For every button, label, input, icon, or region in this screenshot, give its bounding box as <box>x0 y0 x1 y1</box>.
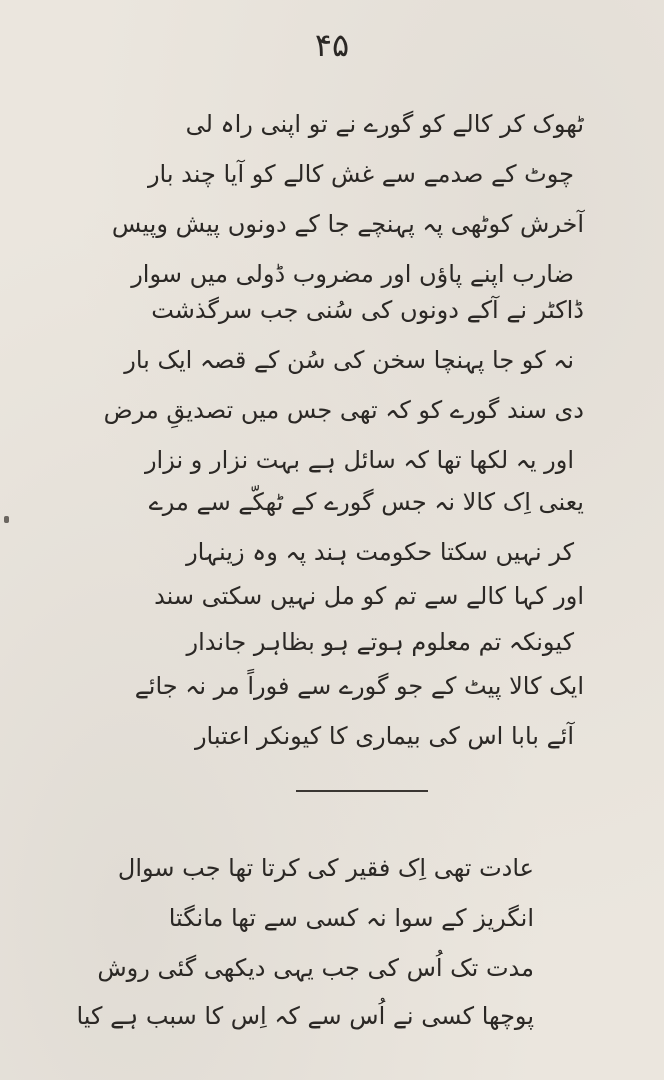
page-number: ۴۵ <box>314 26 350 64</box>
poem-line: چوٹ کے صدمے سے غش کالے کو آیا چند بار <box>147 160 574 188</box>
poem-line: یعنی اِک کالا نہ جس گورے کے ٹھکّے سے مرے <box>148 488 584 516</box>
poem-line: پوچھا کسی نے اُس سے کہ اِس کا سبب ہے کیا <box>76 1002 534 1030</box>
poem-line: آخرش کوٹھی پہ پہنچے جا کے دونوں پیش وپیس <box>111 210 584 238</box>
section-divider <box>296 790 428 792</box>
poem-line: ایک کالا پیٹ کے جو گورے سے فوراً مر نہ جائے <box>134 672 584 700</box>
poem-line: آئے بابا اس کی بیماری کا کیونکر اعتبار <box>194 722 574 750</box>
poem-line: عادت تھی اِک فقیر کی کرتا تھا جب سوال <box>117 854 534 882</box>
paper-speck <box>4 516 9 523</box>
poem-line: دی سند گورے کو کہ تھی جس میں تصدیقِ مرض <box>103 396 584 424</box>
poem-line: کر نہیں سکتا حکومت ہند پہ وہ زینہار <box>186 538 574 566</box>
poem-line: ٹھوک کر کالے کو گورے نے تو اپنی راہ لی <box>185 110 584 138</box>
poem-line: مدت تک اُس کی جب یہی دیکھی گئی روش <box>97 954 534 982</box>
poem-line: کیونکہ تم معلوم ہوتے ہو بظاہر جاندار <box>186 628 574 656</box>
poem-line: انگریز کے سوا نہ کسی سے تھا مانگتا <box>168 904 534 932</box>
poem-line: اور یہ لکھا تھا کہ سائل ہے بہت نزار و نزار <box>144 446 574 474</box>
poem-line: ضارب اپنے پاؤں اور مضروب ڈولی میں سوار <box>131 260 574 288</box>
poem-line: نہ کو جا پہنچا سخن کی سُن کے قصہ ایک بار <box>124 346 574 374</box>
poem-line: ڈاکٹر نے آکے دونوں کی سُنی جب سرگذشت <box>151 296 584 324</box>
poem-line: اور کہا کالے سے تم کو مل نہیں سکتی سند <box>154 582 584 610</box>
